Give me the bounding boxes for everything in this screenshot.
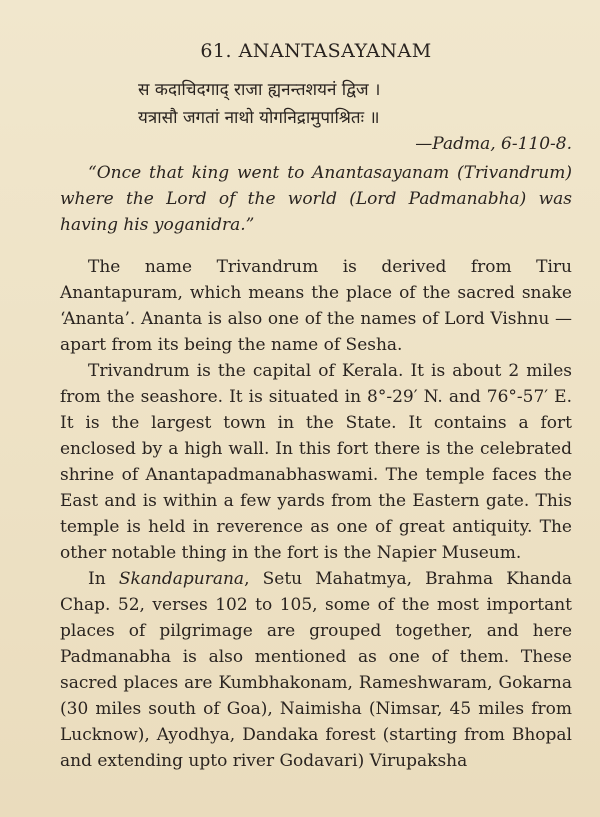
p3-lead: In [88,569,119,589]
skandapurana-title: Skandapurana [118,569,245,589]
sanskrit-verse [60,76,572,132]
paragraph-trivandrum: Trivandrum is the capital of Kerala. It is about 2 miles from the seashore. It is situated in 8°-29′ N. and 76°-57′ E. It is the largest town in the State. It contains a fort enclosed by a high wall. In this fort there is the celebrated shrine of Anantapadmanabhaswami. The temple faces the East and is within a few yards from the Eastern gate. This temple is held in reverence as one of great antiquity. The other notable thing in the fort is the Napier Museum. [60,361,572,563]
chapter-title: 61. ANANTASAYANAM [200,40,432,62]
paragraph-name-origin: The name Trivandrum is derived from Tiru Anantapuram, which means the place of the sacred snake ‘Ananta’. Ananta is also one of the names of Lord Vishnu —apart from its being the name of Sesha. [60,257,572,355]
verse-line-1: स कदाचिदगाद् राजा ह्यनन्तशयनं द्विज । [138,80,381,100]
paragraph-skandapurana [60,566,572,774]
p3-rest: , Setu Mahatmya, Brahma Khanda Chap. 52, verses 102 to 105, some of the most important places of pilgrimage are grouped together, and here Padmanabha is also mentioned as one of them. These sacred places are Kumbhakonam, Rameshwaram, Gokarna (30 miles south of Goa), Naimisha (Nimsar, 45 miles from Lucknow), Ayodhya, Dandaka forest (starting from Bhopal and extending upto river Godavari) Virupaksha [60,569,572,771]
verse-translation: “Once that king went to Anantasayanam (Trivandrum) where the Lord of the world (Lord Padmanabha) was having his yoganidra.” [60,163,572,235]
verse-line-2: यत्रासौ जगतां नाथो योगनिद्रामुपाश्रितः ॥ [138,108,380,128]
verse-citation: —Padma, 6-110-8. [415,134,572,154]
